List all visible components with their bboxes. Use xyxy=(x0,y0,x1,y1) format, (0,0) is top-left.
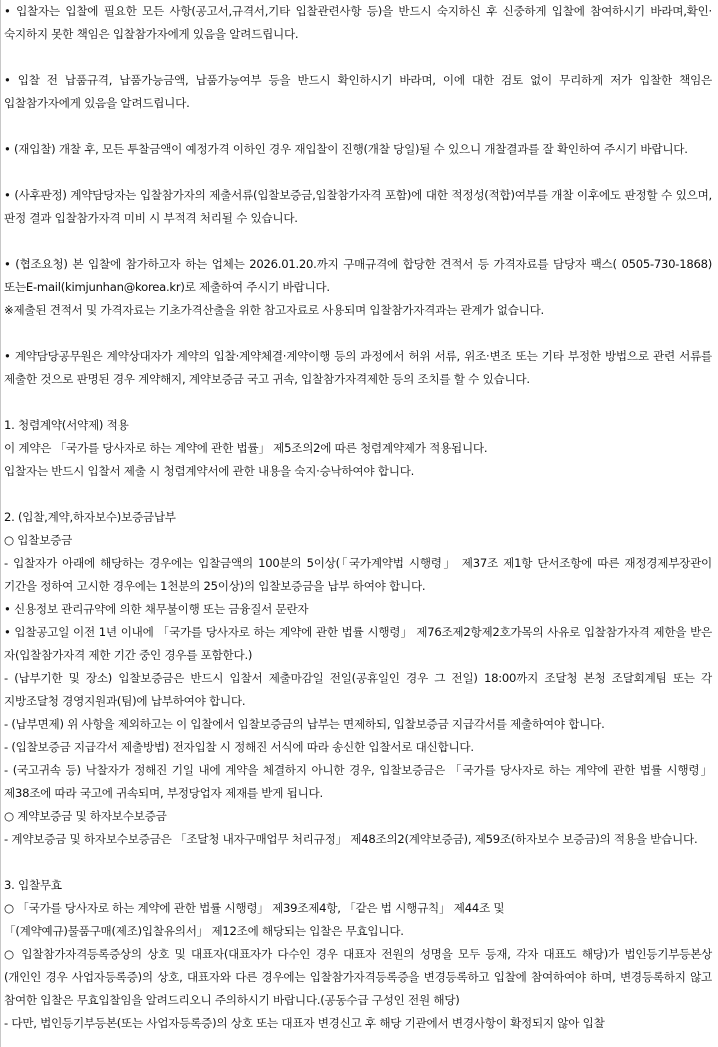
notice-confirm-responsibility: • 입찰자는 입찰에 필요한 모든 사항(공고서,규격서,기타 입찰관련사항 등)을 반드시 숙지하신 후 신중하게 입찰에 참여하시기 바라며,확인·숙지하지 못한 책임은 입찰참가자에게 있음을 알려드립니다. xyxy=(4,4,712,41)
bid-deposit-pledge-method: - (입찰보증금 지급각서 제출방법) 전자입찰 시 정해진 서식에 따라 송신한 입찰서로 대신합니다. xyxy=(4,740,474,754)
contract-warranty-deposit-heading: ○ 계약보증금 및 하자보수보증금 xyxy=(4,809,167,823)
bid-deposit-heading: ○ 입찰보증금 xyxy=(4,533,73,547)
notice-post-judgement: • (사후판정) 계약담당자는 입찰참가자의 제출서류(입찰보증금,입찰참가자격 포함)에 대한 적정성(적합)여부를 개찰 이후에도 판정할 수 있으며, 판정 결과 입찰참가자격 미비 시 부적격 처리될 수 있습니다. xyxy=(4,188,712,225)
section-1-title: 1. 청렴계약(서약제) 적용 xyxy=(4,418,129,432)
bid-deposit-exemption: - (납부면제) 위 사항을 제외하고는 이 입찰에서 입찰보증금의 납부는 면제하되, 입찰보증금 지급각서를 제출하여야 합니다. xyxy=(4,717,605,731)
invalid-bid-rule: 「(계약예규)물품구매(제조)입찰유의서」 제12조에 해당되는 입찰은 무효입니다. xyxy=(4,924,404,938)
section-1-integrity-contract: 이 계약은 「국가를 당사자로 하는 계약에 관한 법률」 제5조의2에 따른 청렴계약제가 적용됩니다. xyxy=(4,441,488,455)
invalid-bid-exception: - 다만, 법인등기부등본(또는 사업자등록증)의 상호 또는 대표자 변경신고 후 해당 기관에서 변경사항이 확정되지 않아 입찰 xyxy=(4,1016,605,1030)
bid-deposit-deadline: - (납부기한 및 장소) 입찰보증금은 반드시 입찰서 제출마감일 전일(공휴일인 경우 그 전일) 18:00까지 조달청 본청 조달회계팀 또는 각 지방조달청 경영지원과(팀)에 납부하여야 합니다. xyxy=(4,671,712,708)
bid-deposit-restricted: • 입찰공고일 이전 1년 이내에 「국가를 당사자로 하는 계약에 관한 법률 시행령」 제76조제2항제2호가목의 사유로 입찰참가자격 제한을 받은 자(입찰참가자격 제한 기간 중인 경우를 포함한다.) xyxy=(4,625,713,662)
notice-rebid: • (재입찰) 개찰 후, 모든 투찰금액이 예정가격 이하인 경우 재입찰이 진행(개찰 당일)될 수 있으니 개찰결과를 잘 확인하여 주시기 바랍니다. xyxy=(4,142,688,156)
section-2-title: 2. (입찰,계약,하자보수)보증금납부 xyxy=(4,510,176,524)
notice-reference-note: ※제출된 견적서 및 가격자료는 기초가격산출을 위한 참고자료로 사용되며 입찰참가자격과는 관계가 없습니다. xyxy=(4,303,544,317)
bid-deposit-credit-default: • 신용정보 관리규약에 의한 채무불이행 또는 금융질서 문란자 xyxy=(4,602,309,616)
contract-warranty-deposit-rule: - 계약보증금 및 하자보수보증금은 「조달청 내자구매업무 처리규정」 제48조의2(계약보증금), 제59조(하자보수 보증금)의 적용을 받습니다. xyxy=(4,832,698,846)
notice-cooperation-request: • (협조요청) 본 입찰에 참가하고자 하는 업체는 2026.01.20.까지 구매규격에 합당한 견적서 등 가격자료를 담당자 팩스( 0505-730-1868)또는E-mail(kimjunhan@korea.kr)로 제출하여 주시기 바랍니다. xyxy=(4,257,712,294)
bid-deposit-rate: - 입찰자가 아래에 해당하는 경우에는 입찰금액의 100분의 5이상(「국가계약법 시행령」 제37조 제1항 단서조항에 따른 재정경제부장관이 기간을 정하여 고시한 경우에는 1천분의 25이상)의 입찰보증금을 납부 하여야 합니다. xyxy=(4,556,712,593)
section-3-title: 3. 입찰무효 xyxy=(4,878,62,892)
bid-deposit-forfeit: - (국고귀속 등) 낙찰자가 정해진 기일 내에 계약을 체결하지 아니한 경우, 입찰보증금은 「국가를 당사자로 하는 계약에 관한 법률 시행령」 제38조에 따라 국고에 귀속되며, 부정당업자 제재를 받게 됩니다. xyxy=(4,763,712,800)
section-1-acceptance: 입찰자는 반드시 입찰서 제출 시 청렴계약서에 관한 내용을 숙지·승낙하여야 합니다. xyxy=(4,464,415,478)
invalid-bid-law: ○ 「국가를 당사자로 하는 계약에 관한 법률 시행령」 제39조제4항, 「같은 법 시행규칙」 제44조 및 xyxy=(4,901,505,915)
notice-fraud-measures: • 계약담당공무원은 계약상대자가 계약의 입찰·계약체결·계약이행 등의 과정에서 허위 서류, 위조·변조 또는 기타 부정한 방법으로 관련 서류를 제출한 것으로 판명된 경우 계약해지, 계약보증금 국고 귀속, 입찰참가자격제한 등의 조치를 할 수 있습니다. xyxy=(4,349,712,386)
notice-check-spec-price: • 입찰 전 납품규격, 납품가능금액, 납품가능여부 등을 반드시 확인하시기 바라며, 이에 대한 검토 없이 무리하게 저가 입찰한 책임은 입찰참가자에게 있음을 알려드립니다. xyxy=(4,73,712,110)
invalid-bid-registration: ○ 입찰참가자격등록증상의 상호 및 대표자(대표자가 다수인 경우 대표자 전원의 성명을 모두 등재, 각자 대표도 해당)가 법인등기부등본상(개인인 경우 사업자등록증)의 상호, 대표자와 다른 경우에는 입찰참가자격등록증을 변경등록하고 입찰에 참여하여야 하며, 변경등록하지 않고 참여한 입찰은 무효입찰임을 알려드리오니 주의하시기 바랍니다.(공동수급 구성인 전원 해당) xyxy=(4,947,712,1007)
